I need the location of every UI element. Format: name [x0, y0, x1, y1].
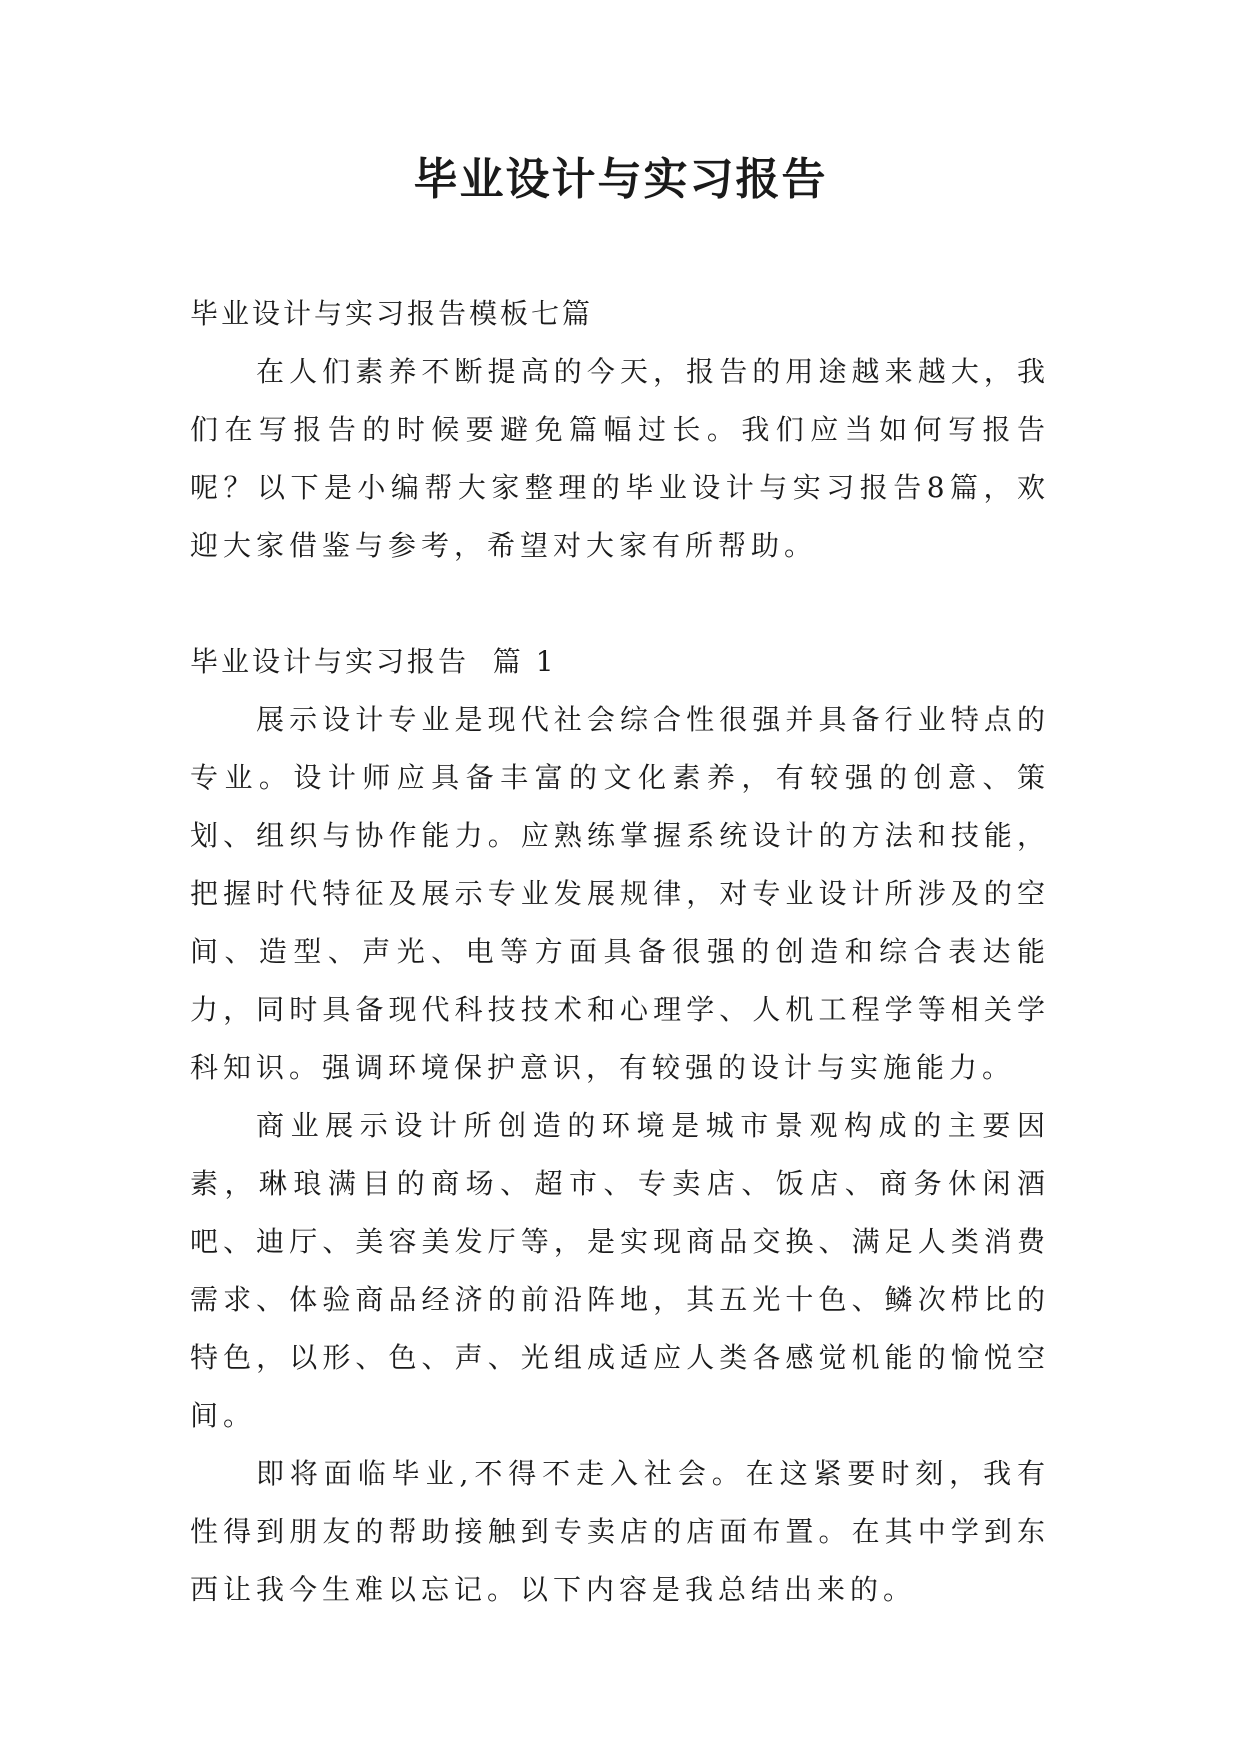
body-paragraph: 商业展示设计所创造的环境是城市景观构成的主要因素，琳琅满目的商场、超市、专卖店、饭店、商务休闲酒吧、迪厅、美容美发厅等，是实现商品交换、满足人类消费需求、体验商品经济的前沿阵地，其五光十色、鳞次栉比的特色，以形、色、声、光组成适应人类各感觉机能的愉悦空间。	[190, 1109, 1050, 1432]
body-paragraph: 即将面临毕业,不得不走入社会。在这紧要时刻，我有性得到朋友的帮助接触到专卖店的店面布置。在其中学到东西让我今生难以忘记。以下内容是我总结出来的。	[190, 1457, 1050, 1606]
section-spacer	[190, 575, 1050, 633]
body-paragraph: 展示设计专业是现代社会综合性很强并具备行业特点的专业。设计师应具备丰富的文化素养，有较强的创意、策划、组织与协作能力。应熟练掌握系统设计的方法和技能，把握时代特征及展示专业发展规律，对专业设计所涉及的空间、造型、声光、电等方面具备很强的创造和综合表达能力，同时具备现代科技技术和心理学、人机工程学等相关学科知识。强调环境保护意识，有较强的设计与实施能力。	[190, 703, 1050, 1084]
document-title: 毕业设计与实习报告	[413, 154, 828, 205]
document-subtitle: 毕业设计与实习报告模板七篇	[190, 297, 594, 330]
intro-paragraph: 在人们素养不断提高的今天，报告的用途越来越大，我们在写报告的时候要避免篇幅过长。我们应当如何写报告呢？以下是小编帮大家整理的毕业设计与实习报告8篇，欢迎大家借鉴与参考，希望对大家有所帮助。	[190, 355, 1050, 562]
section-heading: 毕业设计与实习报告 篇 1	[190, 645, 557, 678]
document-body	[190, 285, 1050, 1619]
